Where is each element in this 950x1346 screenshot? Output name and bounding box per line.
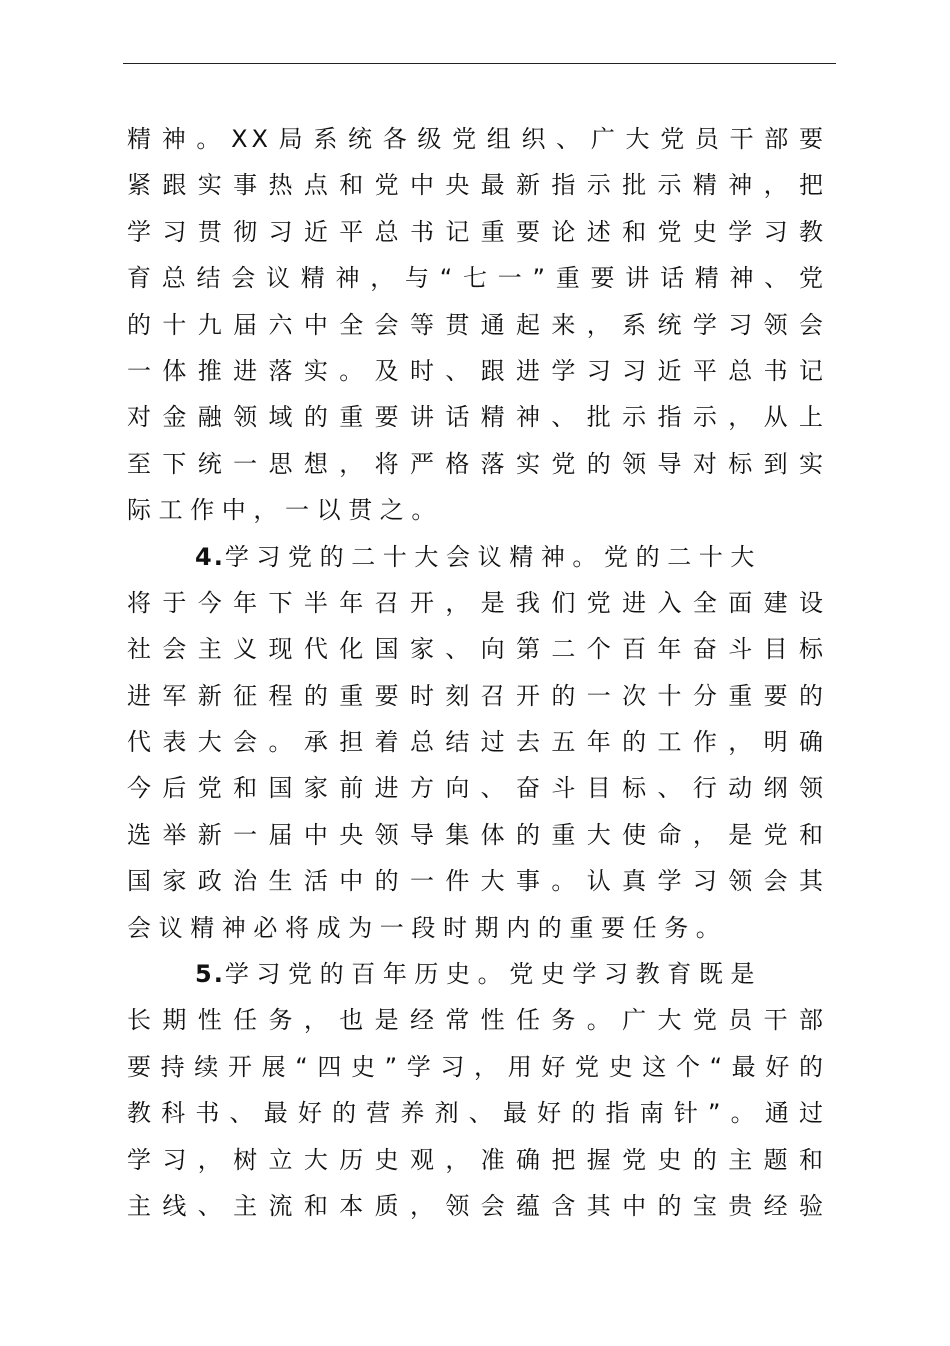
text-line: 际工作中，一以贯之。 <box>127 496 443 525</box>
paragraph-continued <box>127 116 827 534</box>
text-line: 精神。XX局系统各级党组织、广大党员干部要 <box>127 125 827 153</box>
item-heading: 学习党的二十大会议精神。党的二十大 <box>224 542 763 571</box>
text-line: 育总结会议精神，与“七一”重要讲话精神、党 <box>127 264 827 293</box>
item-number: 5. <box>195 960 225 989</box>
text-line: 选举新一届中央领导集体的重大使命，是党和 <box>127 820 827 849</box>
text-line: 将于今年下半年召开，是我们党进入全面建设 <box>127 588 827 617</box>
text-line: 要持续开展“四史”学习，用好党史这个“最好的 <box>127 1052 827 1081</box>
header-rule <box>123 63 836 64</box>
text-line: 教科书、最好的营养剂、最好的指南针”。通过 <box>127 1099 827 1128</box>
text-line: 学习贯彻习近平总书记重要论述和党史学习教 <box>127 217 827 246</box>
text-line: 的十九届六中全会等贯通起来，系统学习领会 <box>127 310 827 339</box>
text-line: 国家政治生活中的一件大事。认真学习领会其 <box>127 867 827 896</box>
text-line: 进军新征程的重要时刻召开的一次十分重要的 <box>127 681 827 710</box>
text-line: 学习，树立大历史观，准确把握党史的主题和 <box>127 1145 827 1174</box>
text-line: 主线、主流和本质，领会蕴含其中的宝贵经验 <box>127 1191 827 1220</box>
text-line: 社会主义现代化国家、向第二个百年奋斗目标 <box>127 635 827 664</box>
item-4-paragraph <box>127 534 827 952</box>
text-line: 长期性任务，也是经常性任务。广大党员干部 <box>127 1006 827 1035</box>
text-line: 今后党和国家前进方向、奋斗目标、行动纲领 <box>127 774 827 803</box>
text-line <box>127 951 827 997</box>
text-line: 紧跟实事热点和党中央最新指示批示精神，把 <box>127 171 827 200</box>
text-line: 对金融领域的重要讲话精神、批示指示，从上 <box>127 403 827 432</box>
text-line: 代表大会。承担着总结过去五年的工作，明确 <box>127 728 827 757</box>
item-5-paragraph <box>127 951 827 1229</box>
text-line <box>127 534 827 580</box>
item-number: 4. <box>195 542 225 571</box>
item-heading: 学习党的百年历史。党史学习教育既是 <box>224 960 763 989</box>
text-line: 一体推进落实。及时、跟进学习习近平总书记 <box>127 356 827 385</box>
text-line: 至下统一思想，将严格落实党的领导对标到实 <box>127 449 827 478</box>
text-line: 会议精神必将成为一段时期内的重要任务。 <box>127 913 728 942</box>
document-body <box>127 116 827 1229</box>
